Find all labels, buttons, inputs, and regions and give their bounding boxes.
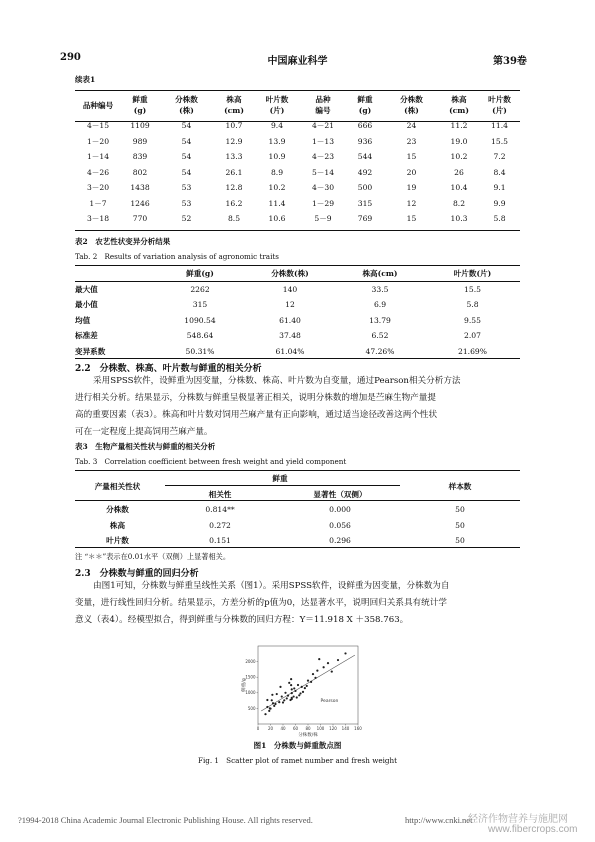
table1-cell: 11.2	[450, 121, 468, 131]
data-point	[293, 695, 295, 697]
table1-col-header-unit: (片)	[269, 106, 285, 115]
data-point	[266, 699, 268, 701]
data-point	[327, 662, 329, 664]
paragraph-line: 意义（表4）。经模型拟合，得到鲜重与分株数的回归方程：Y＝11.918 X ＋358.763。	[75, 615, 409, 625]
table1-cell: 8.2	[452, 198, 466, 208]
x-tick-label: 20	[267, 726, 274, 731]
y-tick-label: 1000	[245, 690, 256, 696]
table2-cell: 21.69%	[458, 346, 487, 356]
table1-cell: 1－29	[311, 198, 335, 208]
data-point	[284, 692, 286, 694]
table1-cell: 5.8	[493, 214, 506, 224]
data-point	[286, 697, 288, 699]
table1-cell: 20	[406, 167, 417, 177]
data-point	[306, 685, 308, 687]
table2-col-header: 分株数(株)	[271, 269, 309, 279]
table1-cell: 54	[181, 136, 192, 146]
data-point	[271, 694, 273, 696]
table1-cell: 19.0	[450, 136, 468, 146]
table1-cell: 23	[406, 136, 417, 146]
table1-col-header-line: 株高	[226, 95, 242, 104]
table1-cell: 1－13	[311, 136, 335, 146]
y-tick-label: 500	[247, 705, 256, 711]
x-tick-label: 80	[305, 726, 311, 731]
x-axis-label: 分株数/株	[298, 733, 318, 737]
chart-axes	[258, 646, 358, 724]
table1-cell: 15	[406, 214, 417, 224]
table1-cell: 1－7	[89, 198, 107, 208]
y-axis-label: 鲜重/g	[242, 678, 247, 692]
table1-row	[75, 196, 520, 212]
table1-cell: 8.4	[493, 167, 506, 177]
data-point	[287, 695, 289, 697]
journal-title: 中国麻业科学	[267, 56, 328, 67]
table1-cell: 1－14	[86, 152, 110, 162]
table1-cell: 3－18	[86, 214, 110, 224]
data-point	[291, 692, 293, 694]
table1-cell: 5－9	[314, 214, 332, 224]
table3-row-label: 叶片数	[106, 536, 129, 546]
section-2-3-body	[75, 578, 520, 629]
table1-cell: 770	[132, 214, 148, 224]
table2-cell: 47.26%	[365, 346, 395, 356]
table1-cell: 12.8	[225, 183, 243, 193]
data-point	[264, 713, 266, 715]
table1-cell: 54	[181, 121, 192, 131]
table3-cell: 0.000	[329, 505, 351, 515]
table2-cell: 12	[285, 300, 295, 310]
table2-row	[75, 328, 520, 344]
table1-cell: 9.1	[493, 183, 506, 193]
table1-cell: 839	[132, 152, 148, 162]
table3-row-label: 株高	[109, 520, 126, 530]
table2-col-header: 株高(cm)	[362, 269, 398, 279]
table1-cell: 12.9	[225, 136, 243, 146]
paragraph-line: 进行相关分析。结果显示，分株数与鲜重呈极显著正相关，说明分株数的增加是苎麻生物产量提	[75, 393, 436, 403]
data-point	[314, 677, 316, 679]
figure1-scatter-chart	[240, 640, 365, 737]
table2-cell: 15.5	[464, 284, 481, 294]
table2-cell: 33.5	[371, 284, 389, 294]
table3-title-en: Tab. 3 Correlation coefficient between fresh weight and yield component	[75, 457, 347, 466]
data-point	[318, 658, 320, 660]
table2-cell: 548.64	[186, 331, 214, 341]
table1-col-header	[479, 92, 520, 118]
data-point	[278, 701, 280, 703]
figure1-caption-en: Fig. 1 Scatter plot of ramet number and fresh weight	[197, 756, 398, 765]
data-point	[307, 680, 309, 682]
table1-row	[75, 165, 520, 181]
table2-row	[75, 297, 520, 313]
table1-cell: 13.3	[225, 152, 243, 162]
data-point	[299, 692, 301, 694]
table1-row	[75, 134, 520, 150]
table2-header-rule	[75, 281, 520, 282]
data-point	[344, 652, 346, 654]
data-point	[310, 681, 312, 683]
table1-cell: 802	[132, 167, 148, 177]
table1-cell: 11.4	[268, 198, 286, 208]
table1-cell: 544	[357, 152, 373, 162]
data-point	[289, 699, 291, 701]
y-tick-label: 2000	[245, 659, 256, 664]
table2-cell: 13.79	[369, 315, 391, 325]
table1-col-header	[254, 92, 300, 118]
table1-cell: 10.2	[450, 152, 468, 162]
table2-col-header: 鲜重(g)	[186, 269, 214, 279]
section-2-2-heading: 2.2 分株数、株高、叶片数与鲜重的相关分析	[75, 364, 262, 374]
table1-cell: 10.2	[268, 183, 286, 193]
x-tick-label: 140	[341, 726, 350, 731]
table1-cell: 15	[406, 152, 417, 162]
table1-caption: 续表1	[75, 75, 96, 84]
paragraph-line: 变量，进行线性回归分析。结果显示，方差分析的p值为0，达显著水平，说明回归关系具有统计学	[75, 598, 447, 608]
table1-header-rule	[75, 121, 520, 122]
table1-col-header	[214, 92, 254, 118]
table1-cell: 10.3	[450, 214, 468, 224]
figure1-caption-cn: 图1 分株数与鲜重散点图	[253, 741, 342, 750]
table1-cell: 315	[357, 198, 373, 208]
table1-cell: 4－21	[311, 121, 335, 131]
data-point	[268, 710, 270, 712]
data-point	[331, 670, 333, 672]
table1-cell: 52	[181, 214, 192, 224]
data-point	[301, 686, 303, 688]
table3-col-trait: 产量相关性状	[94, 482, 141, 491]
table3-row	[75, 502, 520, 518]
table1-cell: 53	[181, 183, 192, 193]
data-point	[272, 702, 274, 704]
table1-cell: 26.1	[225, 167, 243, 177]
table1-col-header-line: 品种编号	[82, 100, 114, 110]
table3-title-cn: 表3 生物产量相关性状与鲜重的相关分析	[75, 442, 216, 451]
y-tick-label: 1500	[245, 674, 256, 680]
table1-cell: 5－14	[311, 167, 335, 177]
table1-cell: 1109	[130, 121, 150, 131]
table2-row-label: 标准差	[75, 331, 98, 341]
data-point	[291, 688, 293, 690]
x-tick-label: 100	[316, 726, 325, 731]
table1-cell: 936	[357, 136, 373, 146]
table3-row-label: 分株数	[106, 505, 129, 515]
table1-cell: 8.9	[270, 167, 284, 177]
table1-row	[75, 180, 520, 196]
table1-col-header-unit: (cm)	[224, 106, 244, 115]
table1-cell: 1438	[130, 183, 150, 193]
table3-cell: 50	[455, 520, 465, 530]
table2	[75, 266, 520, 359]
table1-cell: 11.4	[491, 121, 508, 131]
table2-cell: 37.48	[279, 331, 301, 341]
section-2-3-heading: 2.3 分株数与鲜重的回归分析	[75, 569, 199, 579]
chart-annotation: Pearson	[320, 699, 339, 705]
table3-group-rule	[165, 485, 400, 486]
data-point	[312, 673, 314, 675]
table1-col-header-unit: (株)	[179, 106, 194, 115]
table3-cell: 0.296	[329, 536, 351, 546]
table2-col-header: 叶片数(片)	[453, 269, 492, 279]
table1-cell: 10.6	[268, 214, 286, 224]
table2-cell: 6.52	[371, 331, 389, 341]
table1-col-header-line: 分株数	[400, 95, 423, 104]
data-point	[302, 691, 304, 693]
table3-cell: 50	[455, 536, 465, 546]
table1-cell: 9.4	[270, 121, 284, 131]
x-tick-label: 40	[280, 726, 286, 731]
table1-cell: 12	[406, 198, 417, 208]
table1-col-header-unit: 编号	[315, 106, 331, 115]
table2-row	[75, 282, 520, 298]
data-point	[282, 701, 284, 703]
table1-cell: 10.9	[268, 152, 286, 162]
regression-line	[261, 655, 355, 711]
data-point	[266, 706, 268, 708]
table3-col-significance: 显著性（双侧）	[313, 489, 367, 499]
data-point	[288, 682, 290, 684]
table2-cell: 61.04%	[275, 346, 305, 356]
table1-col-header	[384, 92, 439, 118]
x-tick-label: 120	[329, 726, 337, 731]
table1-cell: 500	[357, 183, 373, 193]
table1-cell: 1－20	[86, 136, 110, 146]
table1-col-header	[300, 92, 346, 118]
table2-row-label: 变异系数	[75, 346, 106, 356]
table2-cell: 2.07	[464, 331, 481, 341]
paragraph-line: 由图1可知，分株数与鲜重呈线性关系（图1）。采用SPSS软件，设鲜重为因变量，分株数为自	[93, 581, 450, 591]
table2-col-header	[75, 266, 155, 282]
table1-col-header	[75, 92, 121, 118]
table2-title-cn: 表2 农艺性状变异分析结果	[75, 237, 171, 246]
table1-cell: 54	[181, 152, 192, 162]
table1-col-header-line: 鲜重	[132, 95, 148, 104]
table1-col-header-line: 分株数	[175, 95, 198, 104]
data-point	[279, 686, 281, 688]
data-point	[276, 693, 278, 695]
table2-title-en: Tab. 2 Results of variation analysis of agronomic traits	[75, 252, 279, 261]
data-point	[271, 699, 273, 701]
table2-cell: 61.40	[279, 315, 301, 325]
table1-col-header-unit: (cm)	[449, 106, 469, 115]
table1-cell: 9.9	[493, 198, 506, 208]
table3-col-correlation: 相关性	[208, 489, 232, 499]
table2-cell: 315	[192, 300, 208, 310]
table3-header-rule	[75, 500, 520, 501]
data-point	[273, 705, 275, 707]
table2-cell: 1090.54	[184, 315, 216, 325]
table2-cell: 140	[282, 284, 298, 294]
table2-row-label: 最大值	[75, 284, 98, 294]
paragraph-line: 高的重要因素（表3）。株高和叶片数对饲用苎麻产量有正向影响，通过适当途径改善这两个性状	[75, 410, 438, 420]
data-point	[316, 670, 318, 672]
table1-cell: 4－15	[86, 121, 110, 131]
data-point	[337, 659, 339, 661]
cnki-link[interactable]: http://www.cnki.net	[405, 815, 473, 825]
table3-bottom-rule	[75, 547, 520, 548]
table2-row	[75, 344, 520, 360]
chart-ticks	[245, 659, 362, 731]
x-tick-label: 60	[292, 726, 299, 731]
table3-cell: 0.814**	[205, 505, 235, 515]
table1-cell: 24	[406, 121, 417, 131]
table1-cell: 989	[132, 136, 148, 146]
table1-col-header	[346, 92, 384, 118]
table1-cell: 4－30	[311, 183, 335, 193]
table2-cell: 6.9	[373, 300, 387, 310]
table1-col-header-line: 鲜重	[357, 95, 373, 104]
table1-cell: 1246	[130, 198, 150, 208]
table3	[75, 471, 520, 549]
table2-cell: 2262	[190, 284, 210, 294]
paragraph-line: 采用SPSS软件，设鲜重为因变量，分株数、株高、叶片数为自变量，通过Pearson相关分析方法	[93, 376, 461, 386]
data-point	[274, 703, 276, 705]
data-point	[281, 695, 283, 697]
data-point	[323, 666, 325, 668]
table1-cell: 492	[357, 167, 373, 177]
table1-cell: 10.7	[225, 121, 243, 131]
table3-note: 注 “＊＊”表示在0.01水平（双侧）上显著相关。	[75, 552, 231, 561]
table2-row-label: 均值	[75, 315, 91, 325]
table1-cell: 54	[181, 167, 192, 177]
table1-col-header	[121, 92, 159, 118]
table1-cell: 8.5	[227, 214, 241, 224]
data-point	[290, 684, 292, 686]
table1-cell: 10.4	[450, 183, 468, 193]
data-point	[293, 687, 295, 689]
data-point	[283, 699, 285, 701]
table2-bottom-rule	[75, 358, 520, 359]
table1-col-header	[439, 92, 479, 118]
table3-col-group-fresh-weight: 鲜重	[272, 474, 288, 484]
data-point	[298, 694, 300, 696]
table1-cell: 19	[406, 183, 417, 193]
table1-row	[75, 211, 520, 227]
table1-row	[75, 149, 520, 165]
table2-row-label: 最小值	[75, 300, 98, 310]
table1-col-header-line: 品种	[315, 95, 331, 104]
table1-cell: 4－23	[311, 152, 335, 162]
table1-col-header-unit: (g)	[133, 106, 147, 115]
section-2-2-body	[75, 373, 520, 441]
table3-cell: 0.151	[209, 536, 231, 546]
table1-cell: 26	[454, 167, 464, 177]
table1-col-header-line: 叶片数	[265, 95, 289, 104]
x-tick-label: 160	[354, 726, 362, 731]
watermark-url: www.fibercrops.com	[488, 824, 578, 835]
copyright-footer: ?1994-2018 China Academic Journal Electronic Publishing House. All rights reserved.	[18, 815, 313, 825]
table2-row	[75, 313, 520, 329]
table3-cell: 0.056	[329, 520, 351, 530]
chart-points	[264, 652, 346, 715]
table1-col-header-unit: (片)	[492, 106, 507, 115]
table1-cell: 13.9	[268, 136, 286, 146]
data-point	[294, 690, 296, 692]
table1-col-header-line: 叶片数	[488, 95, 511, 104]
table2-cell: 5.8	[466, 300, 479, 310]
data-point	[304, 687, 306, 689]
volume-label: 第39卷	[493, 56, 527, 67]
data-point	[297, 684, 299, 686]
table3-row	[75, 518, 520, 534]
table1-bottom-rule	[75, 230, 520, 231]
table3-col-sample-size: 样本数	[448, 482, 472, 491]
watermark-site-name: 经济作物营养与施肥网	[468, 814, 568, 825]
table1-cell: 4－26	[86, 167, 110, 177]
table1-cell: 769	[357, 214, 373, 224]
page-number: 290	[60, 52, 81, 63]
data-point	[269, 707, 271, 709]
table1-cell: 3－20	[86, 183, 110, 193]
data-point	[290, 678, 292, 680]
table1-col-header-unit: (g)	[358, 106, 372, 115]
table3-cell: 0.272	[209, 520, 231, 530]
plot-frame	[258, 646, 358, 724]
table3-cell: 50	[455, 505, 465, 515]
table1-cell: 53	[181, 198, 192, 208]
table1-cell: 15.5	[491, 136, 508, 146]
table1	[75, 92, 520, 227]
table1-col-header-unit: (株)	[404, 106, 419, 115]
paragraph-line: 可在一定程度上提高饲用苎麻产量。	[75, 427, 213, 437]
data-point	[296, 696, 298, 698]
table1-top-rule	[75, 90, 520, 91]
x-tick-label: 0	[256, 726, 260, 731]
table2-cell: 50.31%	[185, 346, 215, 356]
table1-cell: 16.2	[225, 198, 243, 208]
table1-cell: 666	[357, 121, 373, 131]
table1-col-header	[159, 92, 214, 118]
table1-col-header-line: 株高	[451, 95, 467, 104]
table1-cell: 7.2	[493, 152, 506, 162]
table2-cell: 9.55	[464, 315, 481, 325]
